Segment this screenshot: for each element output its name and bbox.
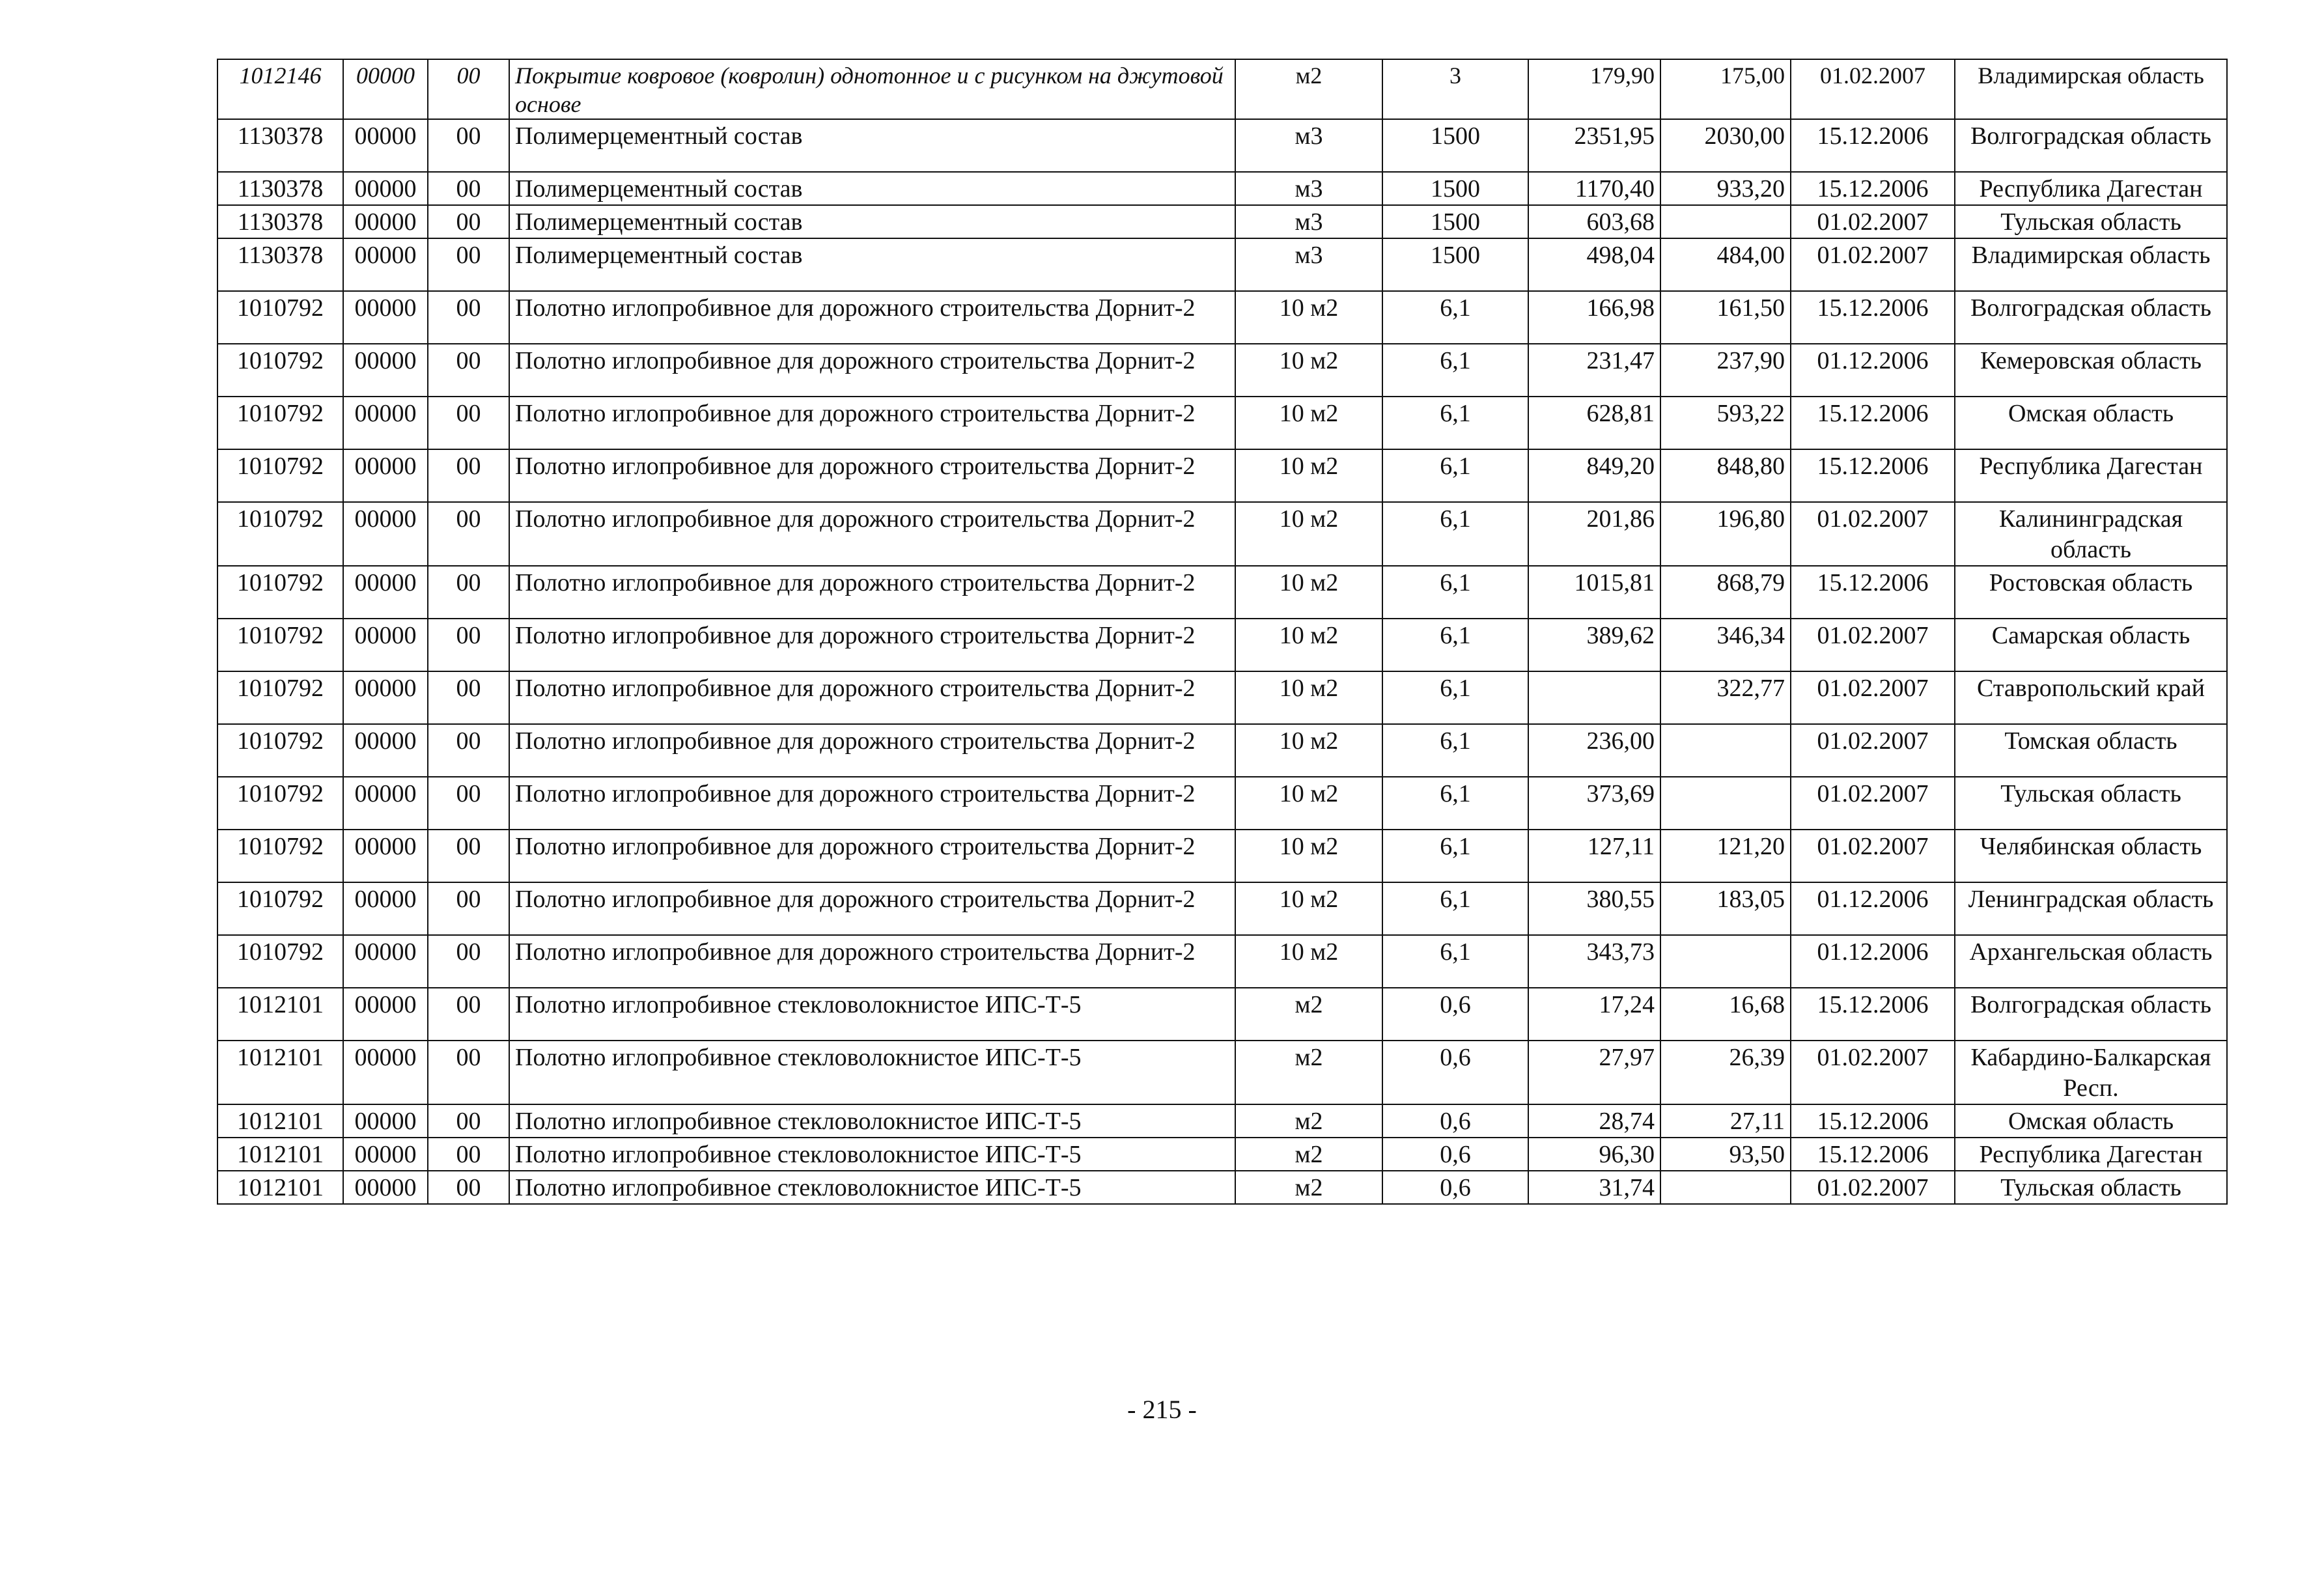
price-2-cell xyxy=(1660,777,1791,830)
code-cell: 1012101 xyxy=(217,1171,343,1204)
number-cell: 00 xyxy=(428,566,509,619)
resource-name-cell: Полотно иглопробивное для дорожного строительства Дорнит-2 xyxy=(509,882,1235,935)
region-cell: Ставропольский край xyxy=(1955,671,2227,724)
region-cell: Владимирская область xyxy=(1955,238,2227,291)
price-1-cell: 231,47 xyxy=(1528,344,1660,397)
date-cell: 15.12.2006 xyxy=(1791,172,1955,205)
subcode-cell: 00000 xyxy=(343,777,428,830)
price-1-cell xyxy=(1528,671,1660,724)
price-1-cell: 31,74 xyxy=(1528,1171,1660,1204)
unit-cell: м2 xyxy=(1235,1138,1382,1171)
table-row xyxy=(217,449,2227,502)
code-cell: 1010792 xyxy=(217,502,343,566)
price-1-cell: 166,98 xyxy=(1528,291,1660,344)
region-cell: Ленинградская область xyxy=(1955,882,2227,935)
price-1-cell: 96,30 xyxy=(1528,1138,1660,1171)
quantity-cell: 6,1 xyxy=(1382,566,1528,619)
subcode-cell: 00000 xyxy=(343,882,428,935)
table-row xyxy=(217,291,2227,344)
price-2-cell: 196,80 xyxy=(1660,502,1791,566)
subcode-cell: 00000 xyxy=(343,59,428,119)
quantity-cell: 0,6 xyxy=(1382,1104,1528,1138)
table-row xyxy=(217,988,2227,1041)
unit-cell: 10 м2 xyxy=(1235,830,1382,882)
resource-name-cell: Полотно иглопробивное стекловолокнистое ИПС-Т-5 xyxy=(509,1041,1235,1104)
unit-cell: 10 м2 xyxy=(1235,344,1382,397)
price-1-cell: 380,55 xyxy=(1528,882,1660,935)
region-cell: Волгоградская область xyxy=(1955,988,2227,1041)
code-cell: 1012101 xyxy=(217,988,343,1041)
resource-name-cell: Полотно иглопробивное для дорожного строительства Дорнит-2 xyxy=(509,671,1235,724)
price-2-cell: 93,50 xyxy=(1660,1138,1791,1171)
subcode-cell: 00000 xyxy=(343,172,428,205)
page-number: - 215 - xyxy=(1127,1395,1197,1424)
price-1-cell: 2351,95 xyxy=(1528,119,1660,172)
unit-cell: 10 м2 xyxy=(1235,449,1382,502)
price-2-cell xyxy=(1660,1171,1791,1204)
table-row xyxy=(217,935,2227,988)
date-cell: 01.02.2007 xyxy=(1791,1171,1955,1204)
code-cell: 1010792 xyxy=(217,671,343,724)
resource-name-cell: Полотно иглопробивное стекловолокнистое ИПС-Т-5 xyxy=(509,1104,1235,1138)
number-cell: 00 xyxy=(428,1171,509,1204)
date-cell: 01.12.2006 xyxy=(1791,935,1955,988)
table-row xyxy=(217,724,2227,777)
price-2-cell: 161,50 xyxy=(1660,291,1791,344)
code-cell: 1130378 xyxy=(217,119,343,172)
region-cell: Владимирская область xyxy=(1955,59,2227,119)
table-row xyxy=(217,830,2227,882)
quantity-cell: 6,1 xyxy=(1382,777,1528,830)
price-2-cell: 16,68 xyxy=(1660,988,1791,1041)
region-cell: Челябинская область xyxy=(1955,830,2227,882)
price-1-cell: 236,00 xyxy=(1528,724,1660,777)
subcode-cell: 00000 xyxy=(343,1041,428,1104)
code-cell: 1012101 xyxy=(217,1041,343,1104)
resource-name-cell: Полотно иглопробивное для дорожного строительства Дорнит-2 xyxy=(509,619,1235,671)
quantity-cell: 6,1 xyxy=(1382,344,1528,397)
quantity-cell: 6,1 xyxy=(1382,671,1528,724)
number-cell: 00 xyxy=(428,291,509,344)
unit-cell: м3 xyxy=(1235,172,1382,205)
table-row xyxy=(217,1104,2227,1138)
price-1-cell: 27,97 xyxy=(1528,1041,1660,1104)
subcode-cell: 00000 xyxy=(343,619,428,671)
number-cell: 00 xyxy=(428,777,509,830)
table-row xyxy=(217,619,2227,671)
number-cell: 00 xyxy=(428,671,509,724)
price-1-cell: 603,68 xyxy=(1528,205,1660,238)
quantity-cell: 6,1 xyxy=(1382,830,1528,882)
date-cell: 01.02.2007 xyxy=(1791,205,1955,238)
table-body xyxy=(217,59,2227,1204)
date-cell: 01.02.2007 xyxy=(1791,619,1955,671)
unit-cell: 10 м2 xyxy=(1235,882,1382,935)
date-cell: 01.02.2007 xyxy=(1791,1041,1955,1104)
table-row xyxy=(217,238,2227,291)
quantity-cell: 6,1 xyxy=(1382,619,1528,671)
unit-cell: м3 xyxy=(1235,238,1382,291)
number-cell: 00 xyxy=(428,119,509,172)
code-cell: 1010792 xyxy=(217,566,343,619)
unit-cell: м2 xyxy=(1235,1104,1382,1138)
number-cell: 00 xyxy=(428,724,509,777)
date-cell: 01.02.2007 xyxy=(1791,777,1955,830)
date-cell: 01.02.2007 xyxy=(1791,238,1955,291)
date-cell: 15.12.2006 xyxy=(1791,1138,1955,1171)
code-cell: 1010792 xyxy=(217,619,343,671)
date-cell: 15.12.2006 xyxy=(1791,397,1955,449)
price-2-cell: 183,05 xyxy=(1660,882,1791,935)
number-cell: 00 xyxy=(428,59,509,119)
region-cell: Архангельская область xyxy=(1955,935,2227,988)
resource-name-cell: Полотно иглопробивное стекловолокнистое ИПС-Т-5 xyxy=(509,988,1235,1041)
unit-cell: м2 xyxy=(1235,59,1382,119)
code-cell: 1010792 xyxy=(217,724,343,777)
subcode-cell: 00000 xyxy=(343,935,428,988)
price-1-cell: 628,81 xyxy=(1528,397,1660,449)
unit-cell: 10 м2 xyxy=(1235,777,1382,830)
price-1-cell: 389,62 xyxy=(1528,619,1660,671)
table-row xyxy=(217,1138,2227,1171)
subcode-cell: 00000 xyxy=(343,238,428,291)
subcode-cell: 00000 xyxy=(343,1104,428,1138)
price-1-cell: 1170,40 xyxy=(1528,172,1660,205)
region-cell: Томская область xyxy=(1955,724,2227,777)
price-1-cell: 201,86 xyxy=(1528,502,1660,566)
code-cell: 1012101 xyxy=(217,1104,343,1138)
quantity-cell: 6,1 xyxy=(1382,724,1528,777)
subcode-cell: 00000 xyxy=(343,671,428,724)
subcode-cell: 00000 xyxy=(343,1171,428,1204)
price-2-cell: 322,77 xyxy=(1660,671,1791,724)
price-2-cell xyxy=(1660,724,1791,777)
table-row xyxy=(217,566,2227,619)
price-2-cell: 27,11 xyxy=(1660,1104,1791,1138)
quantity-cell: 6,1 xyxy=(1382,291,1528,344)
code-cell: 1010792 xyxy=(217,830,343,882)
date-cell: 01.12.2006 xyxy=(1791,344,1955,397)
table-row xyxy=(217,671,2227,724)
resource-name-cell: Полимерцементный состав xyxy=(509,119,1235,172)
table-row xyxy=(217,777,2227,830)
code-cell: 1010792 xyxy=(217,935,343,988)
price-2-cell xyxy=(1660,935,1791,988)
code-cell: 1012101 xyxy=(217,1138,343,1171)
price-2-cell: 2030,00 xyxy=(1660,119,1791,172)
subcode-cell: 00000 xyxy=(343,830,428,882)
unit-cell: 10 м2 xyxy=(1235,566,1382,619)
region-cell: Калининградская область xyxy=(1955,502,2227,566)
price-1-cell: 127,11 xyxy=(1528,830,1660,882)
resource-name-cell: Полимерцементный состав xyxy=(509,238,1235,291)
date-cell: 15.12.2006 xyxy=(1791,119,1955,172)
quantity-cell: 6,1 xyxy=(1382,502,1528,566)
code-cell: 1010792 xyxy=(217,777,343,830)
number-cell: 00 xyxy=(428,502,509,566)
table-row xyxy=(217,882,2227,935)
quantity-cell: 6,1 xyxy=(1382,882,1528,935)
number-cell: 00 xyxy=(428,882,509,935)
subcode-cell: 00000 xyxy=(343,1138,428,1171)
table-row xyxy=(217,59,2227,119)
quantity-cell: 1500 xyxy=(1382,205,1528,238)
table-row xyxy=(217,205,2227,238)
code-cell: 1012146 xyxy=(217,59,343,119)
unit-cell: 10 м2 xyxy=(1235,502,1382,566)
unit-cell: м3 xyxy=(1235,119,1382,172)
region-cell: Ростовская область xyxy=(1955,566,2227,619)
subcode-cell: 00000 xyxy=(343,566,428,619)
code-cell: 1010792 xyxy=(217,449,343,502)
code-cell: 1010792 xyxy=(217,344,343,397)
date-cell: 15.12.2006 xyxy=(1791,566,1955,619)
number-cell: 00 xyxy=(428,205,509,238)
price-1-cell: 373,69 xyxy=(1528,777,1660,830)
subcode-cell: 00000 xyxy=(343,205,428,238)
price-1-cell: 179,90 xyxy=(1528,59,1660,119)
code-cell: 1130378 xyxy=(217,205,343,238)
quantity-cell: 1500 xyxy=(1382,119,1528,172)
subcode-cell: 00000 xyxy=(343,291,428,344)
resource-name-cell: Полотно иглопробивное стекловолокнистое ИПС-Т-5 xyxy=(509,1171,1235,1204)
date-cell: 01.02.2007 xyxy=(1791,724,1955,777)
date-cell: 01.02.2007 xyxy=(1791,671,1955,724)
quantity-cell: 0,6 xyxy=(1382,1138,1528,1171)
unit-cell: 10 м2 xyxy=(1235,619,1382,671)
subcode-cell: 00000 xyxy=(343,988,428,1041)
price-2-cell: 484,00 xyxy=(1660,238,1791,291)
number-cell: 00 xyxy=(428,1041,509,1104)
region-cell: Омская область xyxy=(1955,1104,2227,1138)
price-2-cell: 346,34 xyxy=(1660,619,1791,671)
resource-name-cell: Полотно иглопробивное для дорожного строительства Дорнит-2 xyxy=(509,777,1235,830)
unit-cell: м3 xyxy=(1235,205,1382,238)
price-1-cell: 498,04 xyxy=(1528,238,1660,291)
resource-name-cell: Полотно иглопробивное для дорожного строительства Дорнит-2 xyxy=(509,397,1235,449)
subcode-cell: 00000 xyxy=(343,724,428,777)
date-cell: 01.12.2006 xyxy=(1791,882,1955,935)
date-cell: 01.02.2007 xyxy=(1791,830,1955,882)
table-row xyxy=(217,1041,2227,1104)
resource-name-cell: Покрытие ковровое (ковролин) однотонное и с рисунком на джутовой основе xyxy=(509,59,1235,119)
number-cell: 00 xyxy=(428,988,509,1041)
table-row xyxy=(217,397,2227,449)
quantity-cell: 6,1 xyxy=(1382,397,1528,449)
unit-cell: 10 м2 xyxy=(1235,291,1382,344)
number-cell: 00 xyxy=(428,619,509,671)
subcode-cell: 00000 xyxy=(343,502,428,566)
quantity-cell: 1500 xyxy=(1382,172,1528,205)
price-2-cell: 933,20 xyxy=(1660,172,1791,205)
number-cell: 00 xyxy=(428,172,509,205)
subcode-cell: 00000 xyxy=(343,344,428,397)
number-cell: 00 xyxy=(428,830,509,882)
date-cell: 15.12.2006 xyxy=(1791,291,1955,344)
code-cell: 1130378 xyxy=(217,172,343,205)
unit-cell: м2 xyxy=(1235,988,1382,1041)
resource-name-cell: Полимерцементный состав xyxy=(509,205,1235,238)
code-cell: 1010792 xyxy=(217,882,343,935)
region-cell: Республика Дагестан xyxy=(1955,449,2227,502)
price-2-cell: 848,80 xyxy=(1660,449,1791,502)
number-cell: 00 xyxy=(428,397,509,449)
resource-name-cell: Полотно иглопробивное для дорожного строительства Дорнит-2 xyxy=(509,724,1235,777)
subcode-cell: 00000 xyxy=(343,119,428,172)
region-cell: Тульская область xyxy=(1955,777,2227,830)
quantity-cell: 6,1 xyxy=(1382,935,1528,988)
resource-name-cell: Полотно иглопробивное для дорожного строительства Дорнит-2 xyxy=(509,502,1235,566)
price-2-cell: 175,00 xyxy=(1660,59,1791,119)
table-row xyxy=(217,172,2227,205)
unit-cell: м2 xyxy=(1235,1171,1382,1204)
unit-cell: м2 xyxy=(1235,1041,1382,1104)
region-cell: Тульская область xyxy=(1955,1171,2227,1204)
price-1-cell: 343,73 xyxy=(1528,935,1660,988)
resource-name-cell: Полотно иглопробивное для дорожного строительства Дорнит-2 xyxy=(509,291,1235,344)
region-cell: Самарская область xyxy=(1955,619,2227,671)
code-cell: 1010792 xyxy=(217,397,343,449)
subcode-cell: 00000 xyxy=(343,397,428,449)
price-2-cell: 868,79 xyxy=(1660,566,1791,619)
price-2-cell: 121,20 xyxy=(1660,830,1791,882)
price-table xyxy=(217,59,2228,1205)
price-1-cell: 849,20 xyxy=(1528,449,1660,502)
resource-name-cell: Полотно иглопробивное для дорожного строительства Дорнит-2 xyxy=(509,344,1235,397)
region-cell: Республика Дагестан xyxy=(1955,172,2227,205)
code-cell: 1010792 xyxy=(217,291,343,344)
region-cell: Волгоградская область xyxy=(1955,291,2227,344)
date-cell: 01.02.2007 xyxy=(1791,59,1955,119)
region-cell: Республика Дагестан xyxy=(1955,1138,2227,1171)
quantity-cell: 3 xyxy=(1382,59,1528,119)
price-2-cell: 237,90 xyxy=(1660,344,1791,397)
number-cell: 00 xyxy=(428,449,509,502)
quantity-cell: 0,6 xyxy=(1382,1171,1528,1204)
date-cell: 15.12.2006 xyxy=(1791,988,1955,1041)
region-cell: Кемеровская область xyxy=(1955,344,2227,397)
unit-cell: 10 м2 xyxy=(1235,397,1382,449)
resource-name-cell: Полотно иглопробивное для дорожного строительства Дорнит-2 xyxy=(509,566,1235,619)
table-row xyxy=(217,119,2227,172)
number-cell: 00 xyxy=(428,935,509,988)
region-cell: Волгоградская область xyxy=(1955,119,2227,172)
quantity-cell: 6,1 xyxy=(1382,449,1528,502)
number-cell: 00 xyxy=(428,344,509,397)
quantity-cell: 0,6 xyxy=(1382,1041,1528,1104)
resource-name-cell: Полимерцементный состав xyxy=(509,172,1235,205)
quantity-cell: 0,6 xyxy=(1382,988,1528,1041)
price-1-cell: 28,74 xyxy=(1528,1104,1660,1138)
price-2-cell: 593,22 xyxy=(1660,397,1791,449)
unit-cell: 10 м2 xyxy=(1235,724,1382,777)
price-2-cell xyxy=(1660,205,1791,238)
resource-name-cell: Полотно иглопробивное для дорожного строительства Дорнит-2 xyxy=(509,830,1235,882)
date-cell: 01.02.2007 xyxy=(1791,502,1955,566)
number-cell: 00 xyxy=(428,238,509,291)
price-1-cell: 17,24 xyxy=(1528,988,1660,1041)
region-cell: Кабардино-Балкарская Респ. xyxy=(1955,1041,2227,1104)
number-cell: 00 xyxy=(428,1138,509,1171)
price-1-cell: 1015,81 xyxy=(1528,566,1660,619)
region-cell: Омская область xyxy=(1955,397,2227,449)
resource-name-cell: Полотно иглопробивное для дорожного строительства Дорнит-2 xyxy=(509,449,1235,502)
quantity-cell: 1500 xyxy=(1382,238,1528,291)
date-cell: 15.12.2006 xyxy=(1791,449,1955,502)
resource-name-cell: Полотно иглопробивное стекловолокнистое ИПС-Т-5 xyxy=(509,1138,1235,1171)
subcode-cell: 00000 xyxy=(343,449,428,502)
unit-cell: 10 м2 xyxy=(1235,671,1382,724)
number-cell: 00 xyxy=(428,1104,509,1138)
table-row xyxy=(217,344,2227,397)
price-2-cell: 26,39 xyxy=(1660,1041,1791,1104)
table-row xyxy=(217,1171,2227,1204)
date-cell: 15.12.2006 xyxy=(1791,1104,1955,1138)
code-cell: 1130378 xyxy=(217,238,343,291)
region-cell: Тульская область xyxy=(1955,205,2227,238)
table-row xyxy=(217,502,2227,566)
unit-cell: 10 м2 xyxy=(1235,935,1382,988)
resource-name-cell: Полотно иглопробивное для дорожного строительства Дорнит-2 xyxy=(509,935,1235,988)
